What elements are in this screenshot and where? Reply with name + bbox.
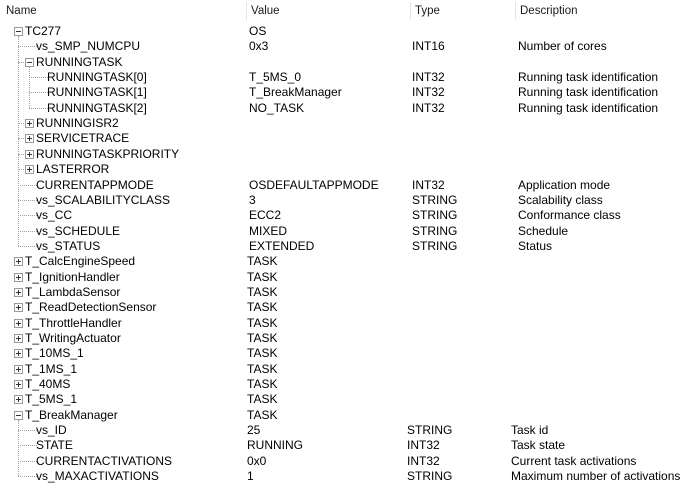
- tree-row[interactable]: [0, 269, 684, 285]
- tree-row[interactable]: [0, 207, 684, 223]
- row-type: STRING: [412, 223, 458, 238]
- row-name: vs_SMP_NUMCPU: [36, 39, 141, 54]
- tree-connector: [18, 461, 37, 462]
- tree-row[interactable]: [0, 376, 684, 392]
- row-value: TASK: [247, 331, 278, 345]
- tree-row[interactable]: [0, 54, 684, 70]
- column-divider[interactable]: [410, 2, 411, 20]
- tree-connector: [18, 185, 37, 186]
- row-description: Schedule: [518, 223, 569, 238]
- row-value: TASK: [247, 315, 278, 330]
- tree-row[interactable]: [0, 284, 684, 300]
- tree-row[interactable]: [0, 69, 684, 85]
- row-value: RUNNING: [247, 438, 303, 453]
- row-name: RUNNINGTASKPRIORITY: [36, 146, 180, 161]
- collapse-icon[interactable]: [14, 411, 23, 420]
- collapse-icon[interactable]: [25, 58, 34, 67]
- column-divider[interactable]: [246, 2, 247, 20]
- tree-row[interactable]: [0, 84, 684, 100]
- tree-connector: [18, 231, 37, 232]
- expand-icon[interactable]: [14, 273, 23, 282]
- expand-icon[interactable]: [14, 349, 23, 358]
- row-description: Scalability class: [518, 192, 603, 207]
- row-name: T_CalcEngineSpeed: [25, 254, 136, 269]
- header-type[interactable]: Type: [415, 5, 440, 17]
- expand-icon[interactable]: [25, 165, 34, 174]
- row-name: CURRENTAPPMODE: [36, 177, 154, 192]
- expand-icon[interactable]: [14, 257, 23, 266]
- row-value: 1: [247, 469, 254, 484]
- tree-row[interactable]: [0, 422, 684, 438]
- tree-connector: [18, 430, 37, 431]
- row-value: OSDEFAULTAPPMODE: [249, 177, 379, 192]
- expand-icon[interactable]: [25, 134, 34, 143]
- tree-row[interactable]: [0, 38, 684, 54]
- expand-icon[interactable]: [14, 334, 23, 343]
- tree-connector: [18, 246, 37, 247]
- tree-row[interactable]: [0, 391, 684, 407]
- tree-row[interactable]: [0, 437, 684, 453]
- row-description: Current task activations: [511, 453, 637, 468]
- row-name: vs_ID: [36, 423, 67, 438]
- row-value: OS: [249, 24, 267, 38]
- row-value: TASK: [247, 361, 278, 376]
- row-type: INT32: [412, 70, 445, 85]
- tree-connector: [18, 36, 19, 246]
- header-name[interactable]: Name: [6, 5, 37, 17]
- tree-connector: [18, 476, 37, 477]
- row-name: T_ReadDetectionSensor: [25, 300, 157, 315]
- row-name: RUNNINGTASK[2]: [47, 100, 147, 115]
- row-value: NO_TASK: [249, 100, 305, 115]
- expand-icon[interactable]: [25, 119, 34, 128]
- row-description: Application mode: [518, 177, 611, 192]
- tree-row[interactable]: [0, 146, 684, 162]
- row-type: INT32: [412, 100, 445, 115]
- row-value: TASK: [247, 300, 278, 315]
- row-type: INT32: [412, 85, 445, 100]
- row-name: RUNNINGISR2: [36, 116, 119, 131]
- row-name: RUNNINGTASK: [36, 54, 123, 69]
- row-value: TASK: [247, 269, 278, 284]
- row-name: T_LambdaSensor: [25, 284, 121, 299]
- row-value: ECC2: [249, 208, 282, 223]
- row-value: EXTENDED: [249, 238, 315, 253]
- tree-row[interactable]: [0, 192, 684, 208]
- row-name: T_ThrottleHandler: [25, 315, 122, 330]
- row-name: T_IgnitionHandler: [25, 269, 120, 284]
- row-description: Conformance class: [518, 208, 621, 223]
- row-value: 0x3: [249, 39, 269, 54]
- row-description: Number of cores: [518, 39, 607, 54]
- row-description: Task id: [511, 423, 549, 438]
- tree-row[interactable]: [0, 315, 684, 331]
- tree-row[interactable]: [0, 468, 684, 484]
- row-value: TASK: [247, 392, 278, 407]
- tree-row[interactable]: [0, 115, 684, 131]
- tree-row[interactable]: [0, 238, 684, 254]
- row-value: 0x0: [247, 453, 267, 468]
- tree-row[interactable]: [0, 100, 684, 116]
- tree-connector: [18, 200, 37, 201]
- column-divider[interactable]: [515, 2, 516, 20]
- expand-icon[interactable]: [14, 365, 23, 374]
- tree-row[interactable]: [0, 177, 684, 193]
- row-type: STRING: [407, 469, 453, 484]
- row-value: 25: [247, 423, 261, 438]
- row-name: vs_SCHEDULE: [36, 223, 121, 238]
- row-name: vs_SCALABILITYCLASS: [36, 192, 171, 207]
- row-value: 3: [249, 192, 256, 207]
- row-type: STRING: [412, 238, 458, 253]
- tree-row[interactable]: [0, 161, 684, 177]
- row-type: INT32: [407, 438, 440, 453]
- row-name: T_BreakManager: [25, 407, 118, 422]
- expand-icon[interactable]: [14, 395, 23, 404]
- row-value: MIXED: [249, 223, 288, 238]
- row-type: INT32: [407, 453, 440, 468]
- row-name: T_10MS_1: [25, 346, 84, 361]
- row-name: vs_CC: [36, 208, 73, 223]
- tree-connector: [29, 92, 48, 93]
- row-value: T_5MS_0: [249, 70, 302, 85]
- header-value[interactable]: Value: [251, 5, 280, 17]
- expand-icon[interactable]: [14, 380, 23, 389]
- tree-row[interactable]: [0, 130, 684, 146]
- tree-row[interactable]: [0, 361, 684, 377]
- tree-connector: [29, 77, 48, 78]
- row-description: Running task identification: [518, 100, 659, 115]
- row-name: TC277: [25, 24, 62, 38]
- row-name: T_WritingActuator: [25, 331, 121, 345]
- row-value: TASK: [247, 254, 278, 269]
- row-description: Maximum number of activations: [511, 469, 681, 484]
- row-name: T_5MS_1: [25, 392, 78, 407]
- tree-connector: [29, 67, 30, 108]
- row-description: Running task identification: [518, 70, 659, 85]
- row-name: RUNNINGTASK[1]: [47, 85, 147, 100]
- tree-row[interactable]: [0, 345, 684, 361]
- collapse-icon[interactable]: [14, 27, 23, 36]
- row-value: TASK: [247, 346, 278, 361]
- row-value: TASK: [247, 407, 278, 422]
- row-value: T_BreakManager: [249, 85, 342, 100]
- row-name: RUNNINGTASK[0]: [47, 70, 147, 85]
- row-type: INT16: [412, 39, 445, 54]
- tree-row[interactable]: [0, 223, 684, 239]
- tree-row[interactable]: [0, 23, 684, 39]
- row-name: vs_MAXACTIVATIONS: [36, 469, 159, 484]
- row-name: LASTERROR: [36, 162, 110, 177]
- tree-row[interactable]: [0, 453, 684, 469]
- row-name: T_1MS_1: [25, 361, 78, 376]
- tree-connector: [29, 108, 48, 109]
- row-type: STRING: [407, 423, 453, 438]
- expand-icon[interactable]: [14, 303, 23, 312]
- row-type: STRING: [412, 192, 458, 207]
- row-type: INT32: [412, 177, 445, 192]
- tree-connector: [18, 215, 37, 216]
- expand-icon[interactable]: [14, 319, 23, 328]
- tree-row[interactable]: [0, 330, 684, 346]
- row-name: CURRENTACTIVATIONS: [36, 453, 173, 468]
- column-header: [0, 0, 684, 22]
- tree-connector: [18, 445, 37, 446]
- row-description: Running task identification: [518, 85, 659, 100]
- expand-icon[interactable]: [25, 150, 34, 159]
- row-value: TASK: [247, 377, 278, 392]
- row-description: Task state: [511, 438, 566, 453]
- expand-icon[interactable]: [14, 288, 23, 297]
- row-name: SERVICETRACE: [36, 131, 130, 146]
- row-name: vs_STATUS: [36, 238, 101, 253]
- row-type: STRING: [412, 208, 458, 223]
- tree-row[interactable]: [0, 407, 684, 423]
- row-name: T_40MS: [25, 377, 71, 392]
- tree-row[interactable]: [0, 253, 684, 269]
- tree-connector: [18, 420, 19, 476]
- header-description[interactable]: Description: [520, 5, 578, 17]
- tree-connector: [18, 46, 37, 47]
- row-value: TASK: [247, 284, 278, 299]
- tree-row[interactable]: [0, 299, 684, 315]
- row-description: Status: [518, 238, 553, 253]
- row-name: STATE: [36, 438, 73, 453]
